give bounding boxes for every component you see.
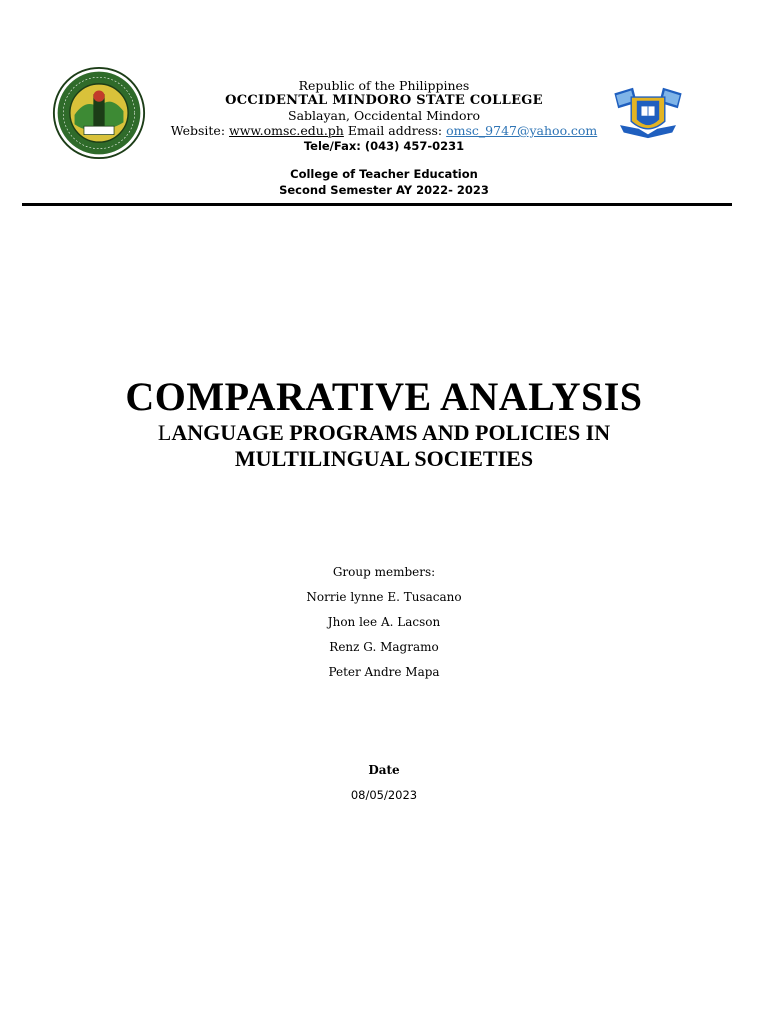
member-name: Jhon lee A. Lacson	[327, 615, 441, 629]
republic-line: Republic of the Philippines	[298, 78, 470, 93]
semester-line: Second Semester AY 2022- 2023	[279, 183, 489, 197]
email-link[interactable]: omsc_9747@yahoo.com	[446, 123, 598, 138]
department-line: College of Teacher Education	[290, 167, 478, 181]
email-label: Email address:	[347, 123, 443, 138]
letterhead	[150, 78, 618, 198]
date-label: Date	[368, 763, 400, 777]
subtitle-line-2: MULTILINGUAL SOCIETIES	[234, 446, 534, 471]
subtitle-lead-letter: L	[157, 420, 172, 445]
document-subtitle	[84, 420, 684, 472]
member-name: Renz G. Magramo	[329, 640, 439, 654]
college-address: Sablayan, Occidental Mindoro	[288, 108, 480, 123]
contact-line	[120, 123, 648, 139]
member-name: Norrie lynne E. Tusacano	[306, 590, 462, 604]
subtitle-line-1	[84, 420, 684, 446]
teacher-education-emblem-icon	[610, 84, 686, 140]
website-link[interactable]: www.omsc.edu.ph	[229, 123, 344, 138]
college-name: OCCIDENTAL MINDORO STATE COLLEGE	[225, 93, 543, 108]
college-seal-icon	[52, 66, 146, 160]
header-divider	[22, 203, 732, 206]
member-name: Peter Andre Mapa	[328, 665, 440, 679]
members-label: Group members:	[332, 565, 436, 579]
document-title: COMPARATIVE ANALYSIS	[125, 374, 643, 419]
date-value: 08/05/2023	[350, 788, 418, 802]
subtitle-line-1-rest: ANGUAGE PROGRAMS AND POLICIES IN	[171, 420, 611, 445]
telefax-line: Tele/Fax: (043) 457-0231	[303, 139, 465, 153]
website-label: Website:	[170, 123, 226, 138]
group-members	[0, 563, 768, 688]
